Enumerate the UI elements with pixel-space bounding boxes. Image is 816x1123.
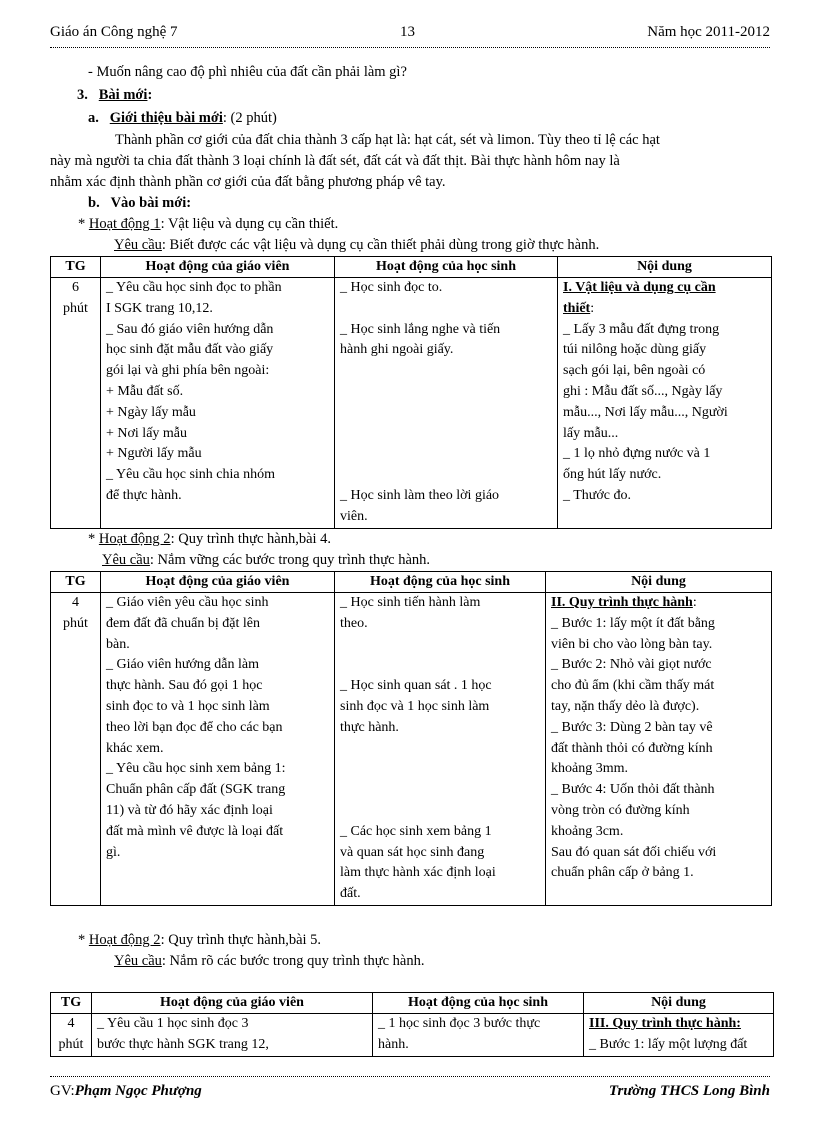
activity-3-requirement: Yêu cầu: Nắm rõ các bước trong quy trình thực hành. xyxy=(114,953,425,969)
activity-1-heading: * Hoạt động 1: Vật liệu và dụng cụ cần thiết. xyxy=(78,216,339,232)
activity-2-requirement: Yêu cầu: Nắm vững các bước trong quy trình thực hành. xyxy=(102,552,431,568)
review-question: - Muốn nâng cao độ phì nhiêu của đất cần phải làm gì? xyxy=(88,64,407,80)
footer-teacher: GV:Phạm Ngọc Phượng xyxy=(50,1083,202,1099)
table-row xyxy=(51,1014,774,1057)
student-activity-cell: _ Học sinh đọc to. _ Học sinh lắng nghe và tiến hành ghi ngoài giấy. _ Học sinh làm theo lời giáo viên. xyxy=(335,278,558,529)
subsection-a-heading: a. Giới thiệu bài mới: (2 phút) xyxy=(88,110,277,126)
page-number: 13 xyxy=(400,24,415,40)
col-header-student: Hoạt động của học sinh xyxy=(335,257,558,278)
col-header-teacher: Hoạt động của giáo viên xyxy=(101,257,335,278)
table-header-row xyxy=(51,993,774,1014)
activity-3-heading: * Hoạt động 2: Quy trình thực hành,bài 5. xyxy=(78,932,322,948)
col-header-content: Nội dung xyxy=(584,993,774,1014)
content-cell: II. Quy trình thực hành: _ Bước 1: lấy một ít đất bằng viên bi cho vào lòng bàn tay. _ Bước 2: Nhỏ vài giọt nước cho đủ ẩm (khi cầm thấy mát tay, nặn thấy dẻo là được). _ Bước 3: Dùng 2 bàn tay vê đất thành thỏi có đường kính khoảng 3mm. _ Bước 4: Uốn thỏi đất thành vòng tròn có đường kính khoảng 3cm. Sau đó quan sát đối chiếu với chuẩn phân cấp ở bảng 1. xyxy=(546,593,772,906)
content-cell: I. Vật liệu và dụng cụ cần thiết: _ Lấy 3 mẫu đất đựng trong túi nilông hoặc dùng giấy sạch gói lại, bên ngoài có ghi : Mẫu đất số..., Ngày lấy mẫu..., Nơi lấy mẫu..., Người lấy mẫu... _ 1 lọ nhỏ đựng nước và 1 ống hút lấy nước. _ Thước đo. xyxy=(558,278,772,529)
table-row xyxy=(51,593,772,906)
header-divider xyxy=(50,47,770,48)
col-header-content: Nội dung xyxy=(558,257,772,278)
col-header-tg: TG xyxy=(51,993,92,1014)
time-cell: 4 phút xyxy=(51,593,101,906)
col-header-teacher: Hoạt động của giáo viên xyxy=(92,993,373,1014)
teacher-activity-cell: _ Giáo viên yêu cầu học sinh đem đất đã chuẩn bị đặt lên bàn. _ Giáo viên hướng dẫn làm thực hành. Sau đó gọi 1 học sinh đọc to và 1 học sinh làm theo lời bạn đọc để cho các bạn khác xem. _ Yêu cầu học sinh xem bảng 1: Chuẩn phân cấp đất (SGK trang 11) và từ đó hãy xác định loại đất mà mình vê được là loại đất gì. xyxy=(101,593,335,906)
col-header-tg: TG xyxy=(51,572,101,593)
activity-2-heading: * Hoạt động 2: Quy trình thực hành,bài 4. xyxy=(88,531,332,547)
activity-2-table xyxy=(50,571,772,906)
content-cell: III. Quy trình thực hành: _ Bước 1: lấy một lượng đất xyxy=(584,1014,774,1057)
col-header-teacher: Hoạt động của giáo viên xyxy=(101,572,335,593)
table-header-row xyxy=(51,257,772,278)
time-cell: 6 phút xyxy=(51,278,101,529)
intro-paragraph: Thành phần cơ giới của đất chia thành 3 cấp hạt là: hạt cát, sét và limon. Tùy theo tỉ lệ các hạt này mà người ta chia đất thành 3 loại chính là đất sét, đất cát và đất thịt. Bài thực hành hôm nay là nhằm xác định thành phần cơ giới của đất bằng phương pháp vê tay. xyxy=(50,132,660,190)
activity-1-requirement: Yêu cầu: Biết được các vật liệu và dụng cụ cần thiết phải dùng trong giờ thực hành. xyxy=(114,237,600,253)
header-school-year: Năm học 2011-2012 xyxy=(647,24,770,40)
student-activity-cell: _ 1 học sinh đọc 3 bước thực hành. xyxy=(373,1014,584,1057)
table-header-row xyxy=(51,572,772,593)
section-3-heading: 3. Bài mới: xyxy=(77,87,153,103)
subsection-b-heading: b. Vào bài mới: xyxy=(88,195,192,211)
activity-3-table xyxy=(50,992,774,1057)
col-header-tg: TG xyxy=(51,257,101,278)
activity-1-table xyxy=(50,256,772,529)
teacher-activity-cell: _ Yêu cầu 1 học sinh đọc 3 bước thực hành SGK trang 12, xyxy=(92,1014,373,1057)
student-activity-cell: _ Học sinh tiến hành làm theo. _ Học sinh quan sát . 1 học sinh đọc và 1 học sinh làm thực hành. _ Các học sinh xem bảng 1 và quan sát học sinh đang làm thực hành xác định loại đất. xyxy=(335,593,546,906)
teacher-activity-cell: _ Yêu cầu học sinh đọc to phần I SGK trang 10,12. _ Sau đó giáo viên hướng dẫn học sinh đặt mẫu đất vào giấy gói lại và ghi phía bên ngoài: + Mẫu đất số. + Ngày lấy mẫu + Nơi lấy mẫu + Người lấy mẫu _ Yêu cầu học sinh chia nhóm để thực hành. xyxy=(101,278,335,529)
time-cell: 4 phút xyxy=(51,1014,92,1057)
footer-divider xyxy=(50,1076,770,1077)
page-header xyxy=(50,24,770,46)
footer-school: Trường THCS Long Bình xyxy=(608,1083,770,1099)
header-subject: Giáo án Công nghệ 7 xyxy=(50,24,178,40)
col-header-student: Hoạt động của học sinh xyxy=(335,572,546,593)
col-header-student: Hoạt động của học sinh xyxy=(373,993,584,1014)
table-row xyxy=(51,278,772,529)
col-header-content: Nội dung xyxy=(546,572,772,593)
